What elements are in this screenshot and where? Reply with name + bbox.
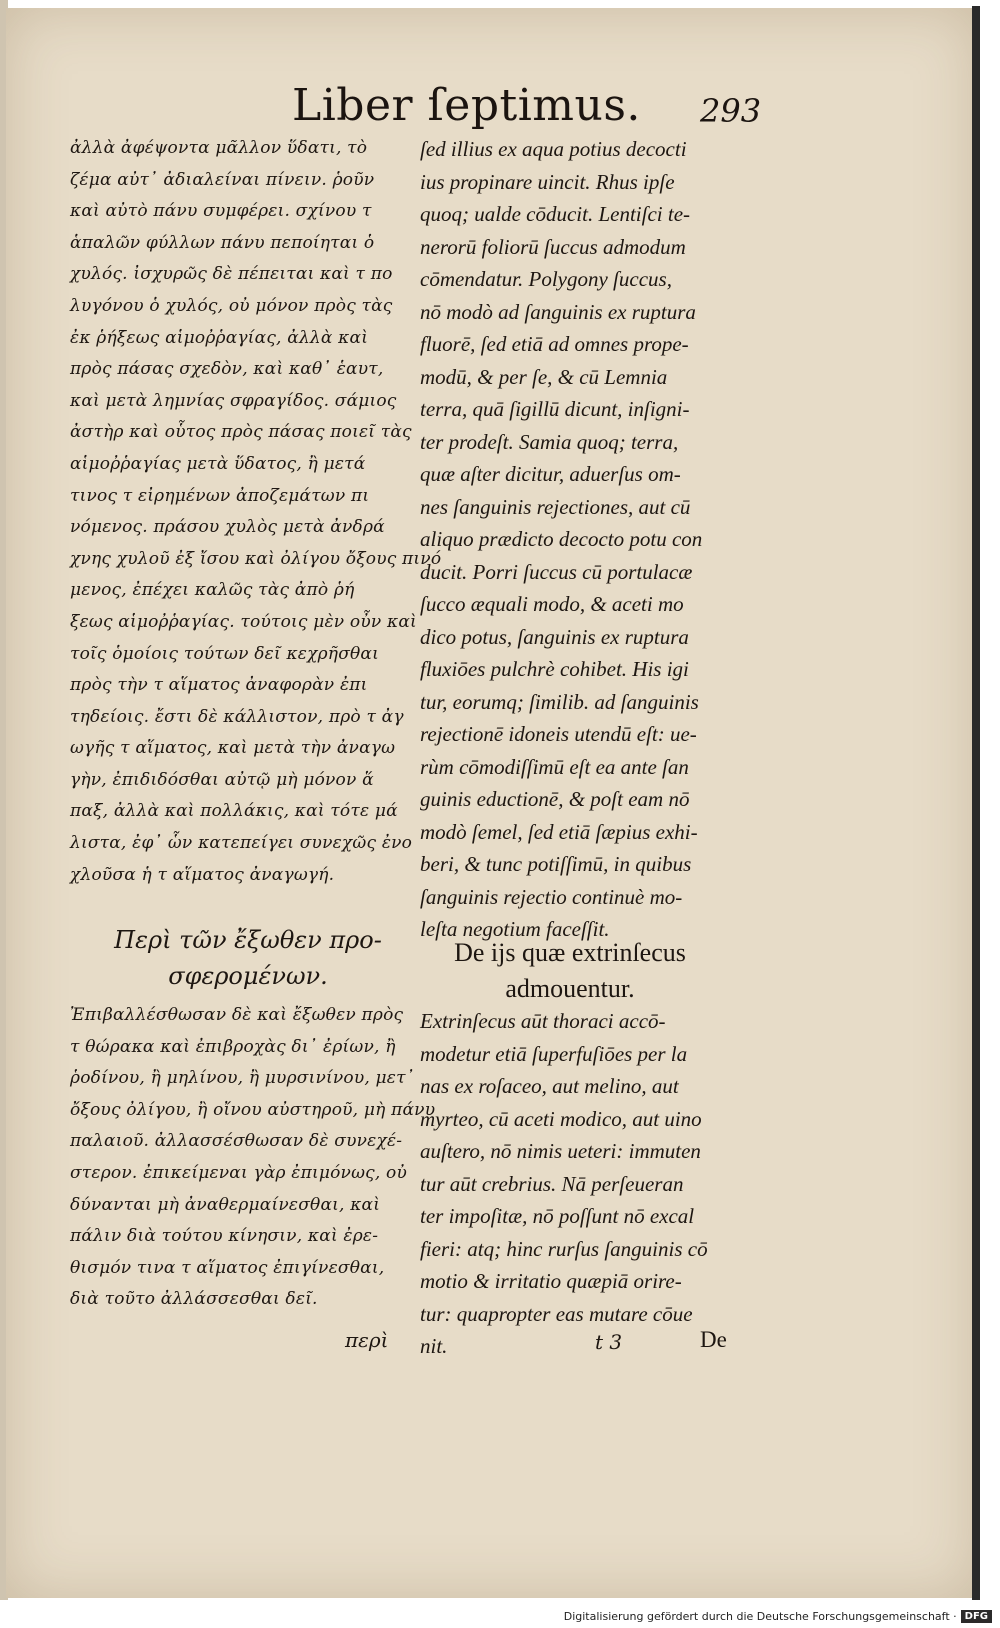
greek-text-line: μενος, ἐπέχει καλῶς τὰς ἀπὸ ῥή — [70, 580, 355, 601]
greek-text-line: τ θώρακα καὶ ἐπιβροχὰς δι᾽ ἐρίων, ἢ — [70, 1036, 396, 1057]
latin-text-line: cōmendatur. Polygony ſuccus, — [420, 267, 672, 291]
greek-text-line: καὶ αὐτὸ πάνυ συμφέρει. σχίνου τ — [70, 201, 372, 222]
greek-catchword: περὶ — [345, 1328, 389, 1352]
latin-text-line: fluorē, ſed etiā ad omnes prope- — [420, 332, 689, 356]
latin-text-line: myrteo, cū aceti modico, aut uino — [420, 1106, 702, 1131]
greek-text-line: ξεως αἱμοῤῥαγίας. τούτοις μὲν οὖν καὶ — [70, 611, 417, 632]
latin-text-line: guinis eductionē, & poſt eam nō — [420, 787, 690, 811]
greek-text-line: χνης χυλοῦ ἐξ ἴσου καὶ ὀλίγου ὄξους πινό — [70, 548, 442, 569]
greek-text-line: νόμενος. πράσου χυλὸς μετὰ ἀνδρά — [70, 517, 385, 538]
latin-text-line: nit. — [420, 1334, 448, 1358]
latin-text-line: ter prodeſt. Samia quoq; terra, — [420, 429, 679, 454]
greek-text-line: αἱμοῤῥαγίας μετὰ ὕδατος, ἢ μετά — [70, 453, 366, 474]
greek-text-line: ἀλλὰ ἀφέψοντα μᾶλλον ὕδατι, τὸ — [70, 138, 368, 158]
greek-text-line: τινος τ εἰρημένων ἀποζεμάτων πι — [70, 485, 370, 506]
latin-text-line: tur aūt crebrius. Nā perſeueran — [420, 1171, 684, 1196]
latin-text-line: nerorū foliorū ſuccus admodum — [420, 234, 686, 259]
page-number: 293 — [700, 92, 762, 130]
latin-text-line: nō modò ad ſanguinis ex ruptura — [420, 299, 696, 324]
latin-text-line: tur, eorumq; ſimilib. ad ſanguinis — [420, 689, 699, 714]
latin-text-line: ducit. Porri ſuccus cū portulacæ — [420, 559, 693, 584]
latin-text-line: quæ aſter dicitur, aduerſus om- — [420, 462, 681, 486]
greek-text-line: χλοῦσα ἡ τ αἵματος ἀναγωγή. — [70, 864, 335, 885]
latin-text-line: nes ſanguinis rejectiones, aut cū — [420, 494, 691, 519]
greek-text-line: θισμόν τινα τ αἵματος ἐπιγίνεσθαι, — [70, 1257, 385, 1278]
latin-text-line: quoq; ualde cōducit. Lentiſci te- — [420, 202, 691, 226]
greek-text-line: δύνανται μὴ ἀναθερμαίνεσθαι, καὶ — [70, 1194, 381, 1215]
running-title: Liber ſeptimus. — [292, 80, 641, 131]
greek-text-line: πρὸς πάσας σχεδὸν, καὶ καθ᾽ ἑαυτ, — [70, 359, 384, 380]
latin-catchword: De — [700, 1327, 727, 1352]
latin-text-line: ius propinare uincit. Rhus ipſe — [420, 169, 675, 194]
latin-text-line: fluxiōes pulchrè cohibet. His igi — [420, 657, 689, 681]
latin-text-line: dico potus, ſanguinis ex ruptura — [420, 624, 689, 649]
greek-text-line: ωγῆς τ αἵματος, καὶ μετὰ τὴν ἀναγω — [70, 738, 396, 759]
page-right-edge — [972, 6, 980, 1600]
greek-text-line: χυλός. ἰσχυρῶς δὲ πέπειται καὶ τ πο — [70, 264, 393, 285]
greek-text-line: στερον. ἐπικείμεναι γὰρ ἐπιμόνως, οὐ — [70, 1162, 408, 1183]
latin-text-line: tur: quapropter eas mutare cōue — [420, 1301, 693, 1326]
latin-text-line: aliquo prædicto decocto potu con — [420, 527, 703, 551]
greek-heading-line: σφερομένων. — [168, 962, 328, 990]
footer-text: Digitalisierung gefördert durch die Deutsche Forschungsgemeinschaft · — [563, 1610, 957, 1623]
latin-text-line: Extrinſecus aūt thoraci accō- — [420, 1009, 666, 1033]
greek-section-heading — [98, 922, 398, 994]
greek-text-line: τηδείοις. ἔστι δὲ κάλλιστον, πρὸ τ ἀγ — [70, 706, 404, 727]
greek-text-line: λιστα, ἐφ᾽ ὧν κατεπείγει συνεχῶς ἐνο — [70, 833, 413, 854]
greek-text-line: πάλιν διὰ τούτου κίνησιν, καὶ ἐρε- — [70, 1226, 379, 1247]
greek-text-line: ἐκ ῥήξεως αἱμοῤῥαγίας, ἀλλὰ καὶ — [70, 327, 369, 348]
latin-heading-line: admouentur. — [505, 974, 635, 1003]
greek-text-line: ῥοδίνου, ἢ μηλίνου, ἢ μυρσινίνου, μετ᾽ — [70, 1068, 415, 1089]
latin-text-line: motio & irritatio quæpiā orire- — [420, 1269, 682, 1293]
greek-text-line: γὴν, ἐπιδιδόσθαι αὐτῷ μὴ μόνον ἅ — [70, 769, 374, 790]
dfg-logo: DFG — [961, 1610, 992, 1623]
latin-text-line: leſta negotium faceſſit. — [420, 917, 610, 941]
latin-section-heading — [420, 935, 720, 1007]
latin-text-line: terra, quā ſigillū dicunt, inſigni- — [420, 397, 690, 421]
greek-text-column — [70, 133, 442, 891]
greek-text-line: λυγόνου ὁ χυλός, οὐ μόνον πρὸς τὰς — [70, 295, 393, 316]
greek-text-line: πρὸς τὴν τ αἵματος ἀναφορὰν ἐπι — [70, 675, 368, 696]
latin-heading-line: De ijs quæ extrinſecus — [454, 938, 686, 967]
greek-text-column-2 — [70, 1000, 436, 1316]
latin-text-line: modò ſemel, ſed etiā ſæpius exhi- — [420, 819, 698, 844]
latin-text-column-2 — [420, 1005, 750, 1363]
latin-text-line: beri, & tunc potiſſimū, in quibus — [420, 852, 692, 876]
greek-text-line: παξ, ἀλλὰ καὶ πολλάκις, καὶ τότε μά — [70, 801, 398, 822]
greek-text-line: ὄξους ὀλίγου, ἢ οἴνου αὐστηροῦ, μὴ πάνυ — [70, 1099, 436, 1120]
latin-text-line: ſucco æquali modo, & aceti mo — [420, 592, 684, 616]
greek-text-line: καὶ μετὰ λημνίας σφραγίδος. σάμιος — [70, 390, 397, 411]
greek-text-line: ἁπαλῶν φύλλων πάνυ πεποίηται ὁ — [70, 232, 375, 253]
signature-mark: t 3 — [595, 1330, 623, 1354]
latin-text-line: ſanguinis rejectio continuè mo- — [420, 884, 683, 909]
greek-text-line: διὰ τοῦτο ἀλλάσσεσθαι δεῖ. — [70, 1289, 318, 1310]
greek-heading-line: Περὶ τῶν ἔξωθεν προ- — [114, 926, 382, 954]
latin-text-line: nas ex roſaceo, aut melino, aut — [420, 1074, 679, 1098]
latin-text-line: fieri: atq; hinc rurſus ſanguinis cō — [420, 1236, 708, 1261]
latin-text-line: rùm cōmodiſſimū eſt ea ante ſan — [420, 754, 689, 779]
greek-text-line: Ἐπιβαλλέσθωσαν δὲ καὶ ἔξωθεν πρὸς — [70, 1005, 404, 1025]
digitization-footer — [564, 1610, 992, 1623]
latin-text-line: auſtero, nō nimis ueteri: immuten — [420, 1139, 701, 1163]
latin-text-column — [420, 133, 750, 946]
latin-text-line: rejectionē idoneis utendū eſt: ue- — [420, 722, 697, 746]
greek-text-line: ἀστὴρ καὶ οὗτος πρὸς πάσας ποιεῖ τὰς — [70, 422, 412, 443]
latin-text-line: modū, & per ſe, & cū Lemnia — [420, 364, 668, 389]
latin-text-line: ſed illius ex aqua potius decocti — [420, 137, 687, 161]
latin-text-line: ter impoſitæ, nō poſſunt nō excal — [420, 1204, 695, 1228]
greek-text-line: τοῖς ὁμοίοις τούτων δεῖ κεχρῆσθαι — [70, 643, 379, 664]
latin-text-line: modetur etiā ſuperfuſiōes per la — [420, 1041, 688, 1066]
greek-text-line: ζέμα αὐτ᾽ ἀδιαλείναι πίνειν. ῥοῦν — [70, 169, 375, 190]
greek-text-line: παλαιοῦ. ἀλλασσέσθωσαν δὲ συνεχέ- — [70, 1131, 403, 1152]
